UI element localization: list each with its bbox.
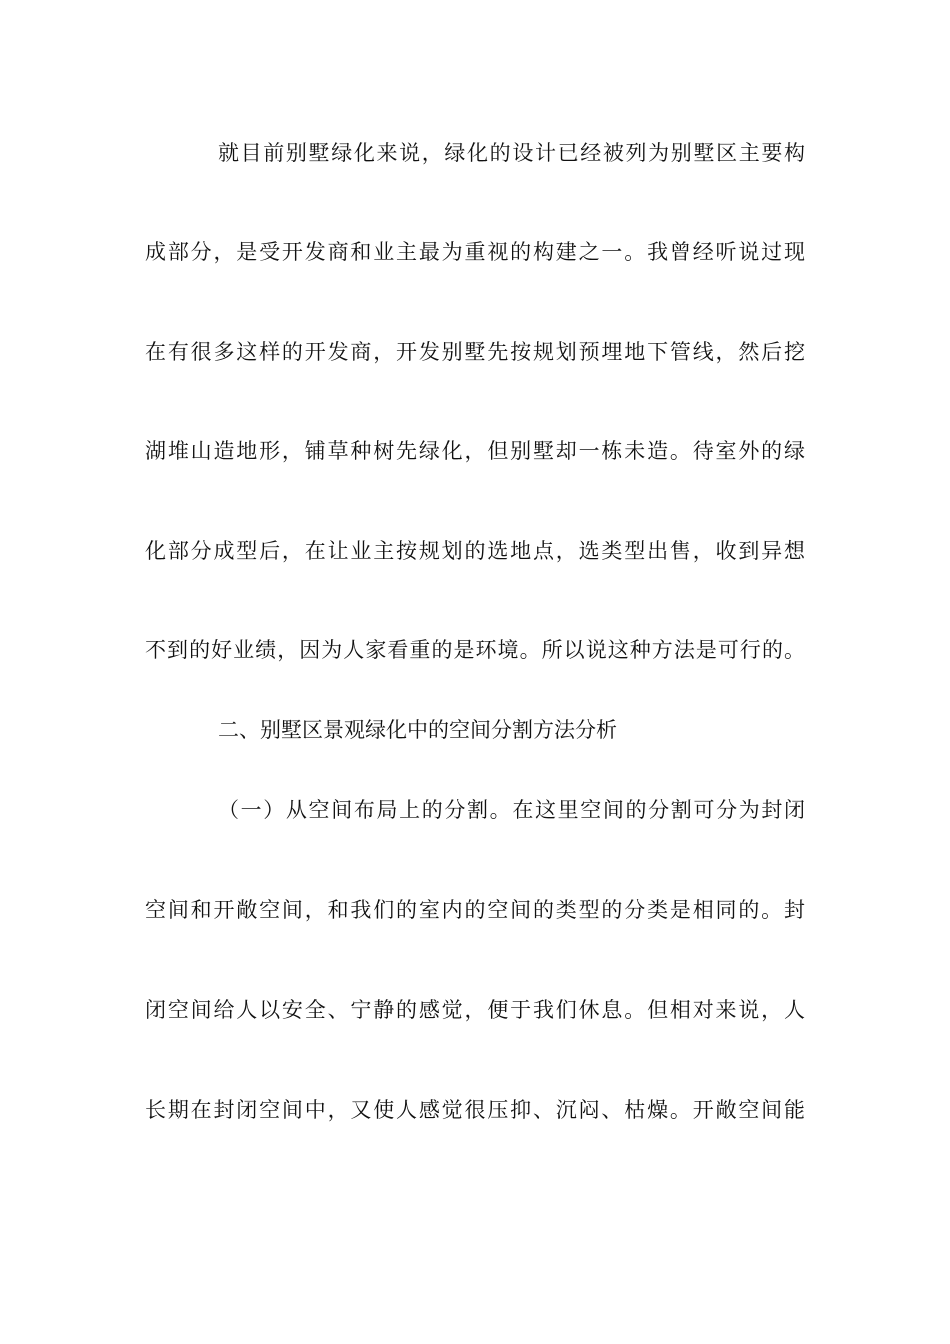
section-heading: 二、别墅区景观绿化中的空间分割方法分析 <box>218 718 617 742</box>
paragraph-line: （一）从空间布局上的分割。在这里空间的分割可分为封闭 <box>218 798 805 822</box>
paragraph-line: 化部分成型后，在让业主按规划的选地点，选类型出售，收到异想 <box>145 539 805 563</box>
paragraph-line: 长期在封闭空间中，又使人感觉很压抑、沉闷、枯燥。开敞空间能 <box>145 1098 805 1122</box>
paragraph-line: 在有很多这样的开发商，开发别墅先按规划预埋地下管线，然后挖 <box>145 340 805 364</box>
paragraph-line: 就目前别墅绿化来说，绿化的设计已经被列为别墅区主要构 <box>218 141 805 165</box>
paragraph-line: 空间和开敞空间，和我们的室内的空间的类型的分类是相同的。封 <box>145 898 805 922</box>
paragraph-line: 闭空间给人以安全、宁静的感觉，便于我们休息。但相对来说，人 <box>145 998 805 1022</box>
paragraph-line: 湖堆山造地形，铺草种树先绿化，但别墅却一栋未造。待室外的绿 <box>145 439 805 463</box>
paragraph-line: 不到的好业绩，因为人家看重的是环境。所以说这种方法是可行的。 <box>145 638 805 662</box>
paragraph-line: 成部分，是受开发商和业主最为重视的构建之一。我曾经听说过现 <box>145 240 805 264</box>
